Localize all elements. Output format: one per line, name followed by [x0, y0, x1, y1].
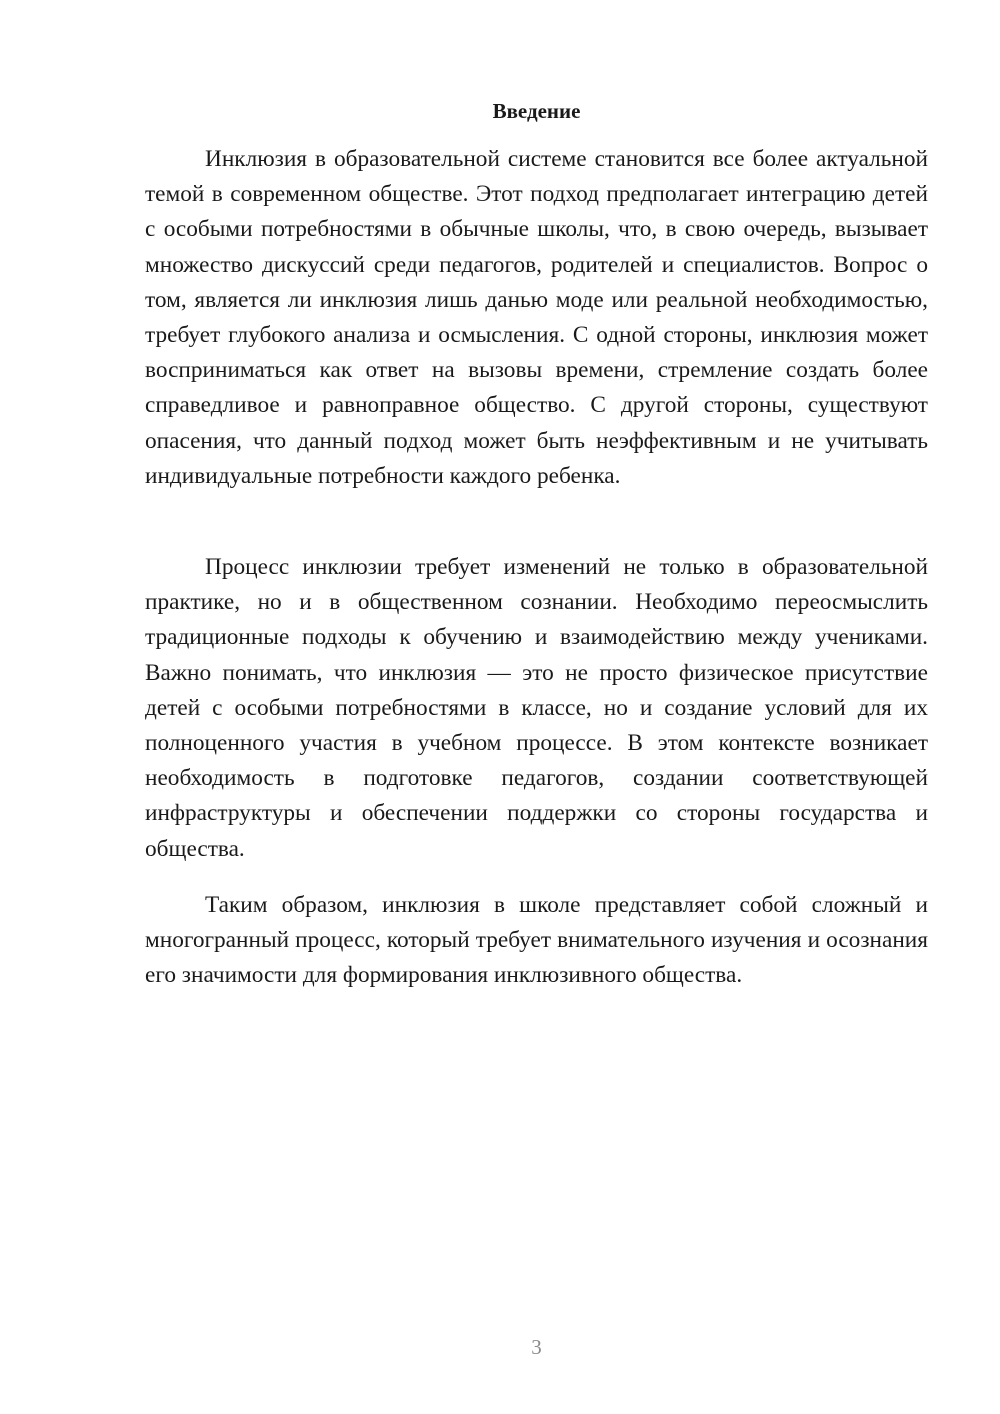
- document-page: [145, 0, 928, 1414]
- body-paragraph-1: Инклюзия в образовательной системе становится все более актуальной темой в современном обществе. Этот подход предполагает интеграцию детей с особыми потребностями в обычные школы, что, в свою очередь, вызывает множество дискуссий среди педагогов, родителей и специалистов. Вопрос о том, является ли инклюзия лишь данью моде или реальной необходимостью, требует глубокого анализа и осмысления. С одной стороны, инклюзия может восприниматься как ответ на вызовы времени, стремление создать более справедливое и равноправное общество. С другой стороны, существуют опасения, что данный подход может быть неэффективным и не учитывать индивидуальные потребности каждого ребенка.: [145, 146, 928, 489]
- page-title: Введение: [492, 99, 581, 123]
- body-paragraph-2: Процесс инклюзии требует изменений не только в образовательной практике, но и в общественном сознании. Необходимо переосмыслить традиционные подходы к обучению и взаимодействию между учениками. Важно понимать, что инклюзия — это не просто физическое присутствие детей с особыми потребностями в классе, но и создание условий для их полноценного участия в учебном процессе. В этом контексте возникает необходимость в подготовке педагогов, создании соответствующей инфраструктуры и обеспечении поддержки со стороны государства и общества.: [145, 554, 928, 862]
- body-paragraph-3: Таким образом, инклюзия в школе представляет собой сложный и многогранный процесс, который требует внимательного изучения и осознания его значимости для формирования инклюзивного общества.: [145, 892, 928, 989]
- page-number: 3: [531, 1335, 542, 1359]
